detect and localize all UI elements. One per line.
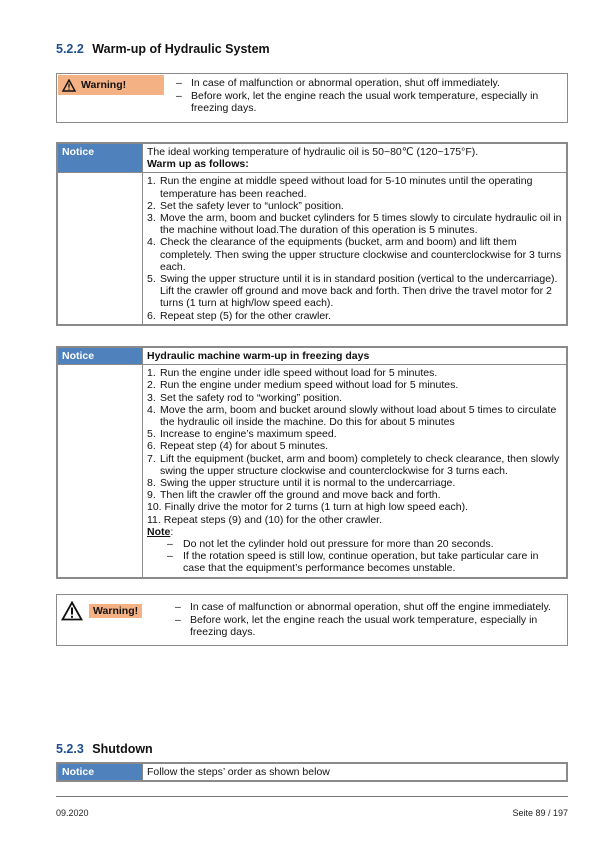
notice-label: Notice xyxy=(58,348,143,365)
notice-intro: The ideal working temperature of hydraulic oil is 50~80℃ (120~175°F). Warm up as follows: xyxy=(143,144,567,173)
list-item: 8. Swing the upper structure until it is normal to the undercarriage. xyxy=(147,477,456,490)
list-item: – In case of malfunction or abnormal operation, shut off the engine immediately. xyxy=(175,601,563,614)
section-number: 5.2.3 xyxy=(56,742,84,756)
list-item: 5. Increase to engine’s maximum speed. xyxy=(147,428,337,441)
list-item: 7. Lift the equipment (bucket, arm and boom) completely to check clearance, then slowly swing the upper structure clockwise and counterclockwise for 3 turns each. xyxy=(147,452,560,477)
footer-date: 09.2020 xyxy=(56,808,89,818)
list-item: 4. Check the clearance of the equipments (bucket, arm and boom) and lift them completely. Then swing the upper structure clockwise and counterclockwise for 3 turns each. xyxy=(147,236,562,273)
notice-title: Warm up as follows: xyxy=(147,158,249,171)
list-item: 4. Move the arm, boom and bucket around slowly without load about 5 times to circulate the hydraulic oil inside the machine. Do this for about 5 minutes xyxy=(147,403,557,429)
notice-label: Notice xyxy=(58,764,143,781)
warning-list xyxy=(164,74,567,122)
list-item: 2. Set the safety lever to “unlock” position. xyxy=(147,199,344,212)
warning-box-1 xyxy=(56,73,568,123)
warning-box-2 xyxy=(56,594,568,646)
list-item: 6. Repeat step (4) for about 5 minutes. xyxy=(147,440,329,453)
notice-box-2 xyxy=(56,346,568,579)
list-item: 11. Repeat steps (9) and (10) for the other crawler. xyxy=(147,513,383,526)
warning-triangle-icon xyxy=(61,601,83,621)
warning-label: Warning! xyxy=(57,595,163,645)
warning-list xyxy=(163,595,567,645)
warning-label: Warning! xyxy=(58,75,164,95)
list-item: – Do not let the cylinder hold out pressure for more than 20 seconds. xyxy=(167,538,562,550)
notice-box-3 xyxy=(56,762,568,782)
notice-title: Hydraulic machine warm-up in freezing days xyxy=(143,348,567,365)
section-heading-5-2-2 xyxy=(56,42,270,56)
list-item: 9. Then lift the crawler off the ground and move back and forth. xyxy=(147,489,441,502)
list-item: – In case of malfunction or abnormal operation, shut off immediately. xyxy=(176,77,563,90)
notice-steps: 1. Run the engine under idle speed without load for 5 minutes. 2. Run the engine under medium speed without load for 5 minutes. 3. Set the safety rod to “working” position. 4. Move the arm, boom and bucket around slowly without load about 5 times to circulate the hydraulic oil inside the machine. Do this for about 5 minutes 5. Increase to engine’s maximum speed. 6. Repeat step (4) for about 5 minutes. 7. Lift the equipment (bucket, arm and boom) completely to check clearance, then slowly swing the upper structure clockwise and counterclockwise for 3 turns each. 8. Swing the upper structure until it is normal to the undercarriage. 9. Then lift the crawler off the ground and move back and forth. 10. Finally drive the motor for 2 turns (1 turn at high low speed each). 11. Repeat steps (9) and (10) for the other crawler. Note: – Do not let the cylinder hold out pressure for more than 20 seconds. – If the rotation speed is still low, continue operation, but take particular care in case that the equipment’s performance becomes unstable. xyxy=(143,365,567,577)
list-item: – Before work, let the engine reach the usual work temperature, especially in freezing days. xyxy=(175,614,563,639)
section-title: Shutdown xyxy=(92,742,153,756)
list-item: 3. Set the safety rod to “working” position. xyxy=(147,391,343,404)
section-title: Warm-up of Hydraulic System xyxy=(92,42,270,56)
list-item: 10. Finally drive the motor for 2 turns (1 turn at high low speed each). xyxy=(147,501,468,514)
note-list xyxy=(147,538,562,575)
notice-label-empty xyxy=(58,173,143,324)
notice-box-1 xyxy=(56,142,568,326)
page-footer xyxy=(56,808,568,818)
list-item: 1. Run the engine at middle speed without load for 5-10 minutes until the operating temperature has been reached. xyxy=(147,175,533,200)
list-item: 2. Run the engine under medium speed without load for 5 minutes. xyxy=(147,379,459,392)
notice-label-empty xyxy=(58,365,143,577)
list-item: 1. Run the engine under idle speed without load for 5 minutes. xyxy=(147,367,438,380)
notice-text: Follow the steps’ order as shown below xyxy=(143,764,567,781)
list-item: 6. Repeat step (5) for the other crawler. xyxy=(147,309,331,322)
notice-steps xyxy=(143,173,567,324)
list-item: 5. Swing the upper structure until it is in standard position (vertical to the undercarriage). Lift the crawler off ground and move back and forth. Then drive the travel motor for 2 turns (1 turn at high/low speed each). xyxy=(147,273,558,310)
section-heading-5-2-3 xyxy=(56,742,153,756)
section-number: 5.2.2 xyxy=(56,42,84,56)
page-number: Seite 89 / 197 xyxy=(512,808,568,818)
notice-label: Notice xyxy=(58,144,143,173)
list-item: 3. Move the arm, boom and bucket cylinders for 5 times slowly to circulate hydraulic oil in the machine without load.The duration of this operation is 5 minutes. xyxy=(147,212,562,237)
warning-triangle-icon xyxy=(62,79,76,92)
list-item: – Before work, let the engine reach the usual work temperature, especially in freezing days. xyxy=(176,90,563,115)
list-item: – If the rotation speed is still low, continue operation, but take particular care in case that the equipment’s performance becomes unstable. xyxy=(167,550,562,574)
footer-divider xyxy=(56,796,568,797)
note-label: Note xyxy=(147,525,171,538)
